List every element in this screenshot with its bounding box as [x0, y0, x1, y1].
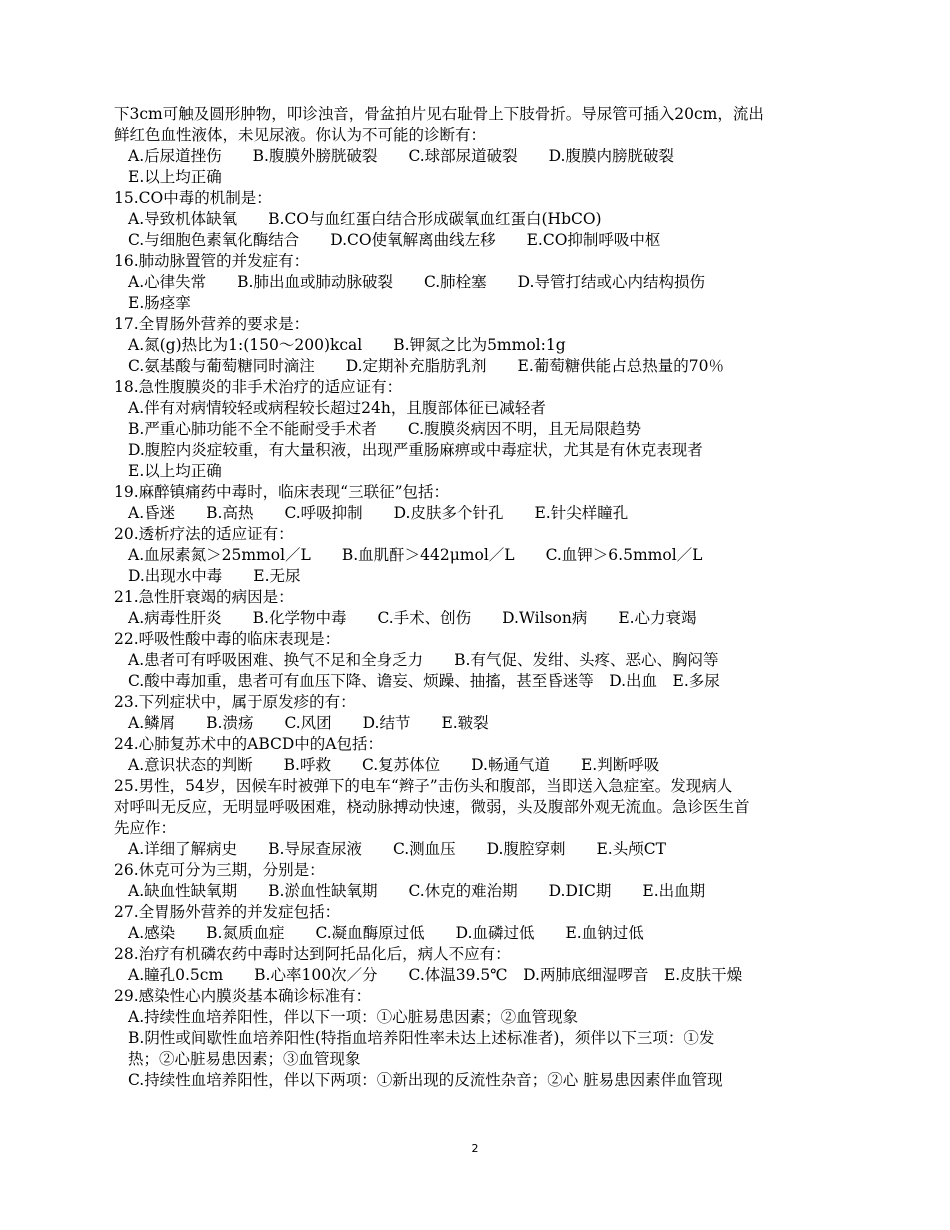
question-line: 先应作：: [114, 819, 177, 837]
question-line: 26.休克可分为三期，分别是：: [114, 861, 325, 879]
option-line: A.持续性血培养阳性，伴以下一项：①心脏易患因素；②血管现象: [128, 1008, 579, 1026]
question-line: 17.全胃肠外营养的要求是：: [114, 315, 310, 333]
option-line: D.腹腔内炎症较重，有大量积液，出现严重肠麻痹或中毒症状，尤其是有休克表现者: [128, 441, 703, 459]
option-line: A.患者可有呼吸困难、换气不足和全身乏力 B.有气促、发绀、头疼、恶心、胸闷等: [128, 651, 719, 669]
option-line: E.肠痉挛: [128, 294, 191, 312]
option-line: A.感染 B.氮质血症 C.凝血酶原过低 D.血磷过低 E.血钠过低: [128, 924, 644, 942]
question-line: 19.麻醉镇痛药中毒时，临床表现“三联征”包括：: [114, 483, 449, 501]
option-line: A.病毒性肝炎 B.化学物中毒 C.手术、创伤 D.Wilson病 E.心力衰竭: [128, 609, 697, 627]
option-line: A.心律失常 B.肺出血或肺动脉破裂 C.肺栓塞 D.导管打结或心内结构损伤: [128, 273, 705, 291]
option-line: A.血尿素氮＞25mmol／L B.血肌酐＞442μmol／L C.血钾＞6.5mmol／L: [128, 546, 703, 564]
option-line: B.严重心肺功能不全不能耐受手术者 C.腹膜炎病因不明，且无局限趋势: [128, 420, 642, 438]
question-line: 23.下列症状中，属于原发疹的有：: [114, 693, 356, 711]
question-line: 21.急性肝衰竭的病因是：: [114, 588, 294, 606]
question-line: 16.肺动脉置管的并发症有：: [114, 252, 310, 270]
option-line: C.持续性血培养阳性，伴以下两项：①新出现的反流性杂音；②心 脏易患因素伴血管现: [128, 1071, 723, 1089]
question-line: 29.感染性心内膜炎基本确诊标准有：: [114, 987, 372, 1005]
option-line: B.阴性或间歇性血培养阳性(特指血培养阳性率未达上述标准者)，须伴以下三项：①发: [128, 1029, 715, 1047]
question-line: 18.急性腹膜炎的非手术治疗的适应证有：: [114, 378, 403, 396]
option-line: C.与细胞色素氧化酶结合 D.CO使氧解离曲线左移 E.CO抑制呼吸中枢: [128, 231, 661, 249]
question-line: 鲜红色血性液体，未见尿液。你认为不可能的诊断有：: [114, 126, 487, 144]
option-line: A.氮(g)热比为1:(150～200)kcal B.钾氮之比为5mmol:1g: [128, 336, 566, 354]
question-line: 下3cm可触及圆形肿物，叩诊浊音，骨盆拍片见右耻骨上下肢骨折。导尿管可插入20cm，流出: [114, 105, 764, 123]
option-line: A.鳞屑 B.溃疡 C.风团 D.结节 E.皲裂: [128, 714, 489, 732]
option-line: C.氨基酸与葡萄糖同时滴注 D.定期补充脂肪乳剂 E.葡萄糖供能占总热量的70％: [128, 357, 725, 375]
question-line: 27.全胃肠外营养的并发症包括：: [114, 903, 341, 921]
option-line: D.出现水中毒 E.无尿: [128, 567, 301, 585]
question-line: 22.呼吸性酸中毒的临床表现是：: [114, 630, 341, 648]
document-body: [114, 104, 844, 1091]
question-line: 20.透析疗法的适应证有：: [114, 525, 294, 543]
option-line: A.详细了解病史 B.导尿查尿液 C.测血压 D.腹腔穿刺 E.头颅CT: [128, 840, 666, 858]
option-line: A.缺血性缺氧期 B.淤血性缺氧期 C.休克的难治期 D.DIC期 E.出血期: [128, 882, 706, 900]
question-line: 15.CO中毒的机制是：: [114, 189, 272, 207]
option-line: E.以上均正确: [128, 462, 222, 480]
option-line: A.伴有对病情较轻或病程较长超过24h，且腹部体征已减轻者: [128, 399, 546, 417]
question-line: 对呼叫无反应，无明显呼吸困难，桡动脉搏动快速，微弱，头及腹部外观无流血。急诊医生首: [114, 798, 750, 816]
option-line: E.以上均正确: [128, 168, 222, 186]
option-line: A.意识状态的判断 B.呼救 C.复苏体位 D.畅通气道 E.判断呼吸: [128, 756, 660, 774]
option-line: A.昏迷 B.高热 C.呼吸抑制 D.皮肤多个针孔 E.针尖样瞳孔: [128, 504, 629, 522]
question-line: 24.心肺复苏术中的ABCD中的A包括：: [114, 735, 384, 753]
option-line: A.导致机体缺氧 B.CO与血红蛋白结合形成碳氧血红蛋白(HbCO): [128, 210, 602, 228]
option-line: 热；②心脏易患因素；③血管现象: [128, 1050, 361, 1068]
question-line: 25.男性，54岁，因候车时被弹下的电车“辫子”击伤头和腹部，当即送入急症室。发现病人: [114, 777, 733, 795]
question-line: 28.治疗有机磷农药中毒时达到阿托品化后，病人不应有：: [114, 945, 511, 963]
option-line: C.酸中毒加重，患者可有血压下降、谵妄、烦躁、抽搐，甚至昏迷等 D.出血 E.多尿: [128, 672, 720, 690]
option-line: A.瞳孔0.5cm B.心率100次／分 C.体温39.5℃ D.两肺底细湿啰音 E.皮肤干燥: [128, 966, 743, 984]
option-line: A.后尿道挫伤 B.腹膜外膀胱破裂 C.球部尿道破裂 D.腹膜内膀胱破裂: [128, 147, 674, 165]
page-number: 2: [471, 1142, 479, 1155]
